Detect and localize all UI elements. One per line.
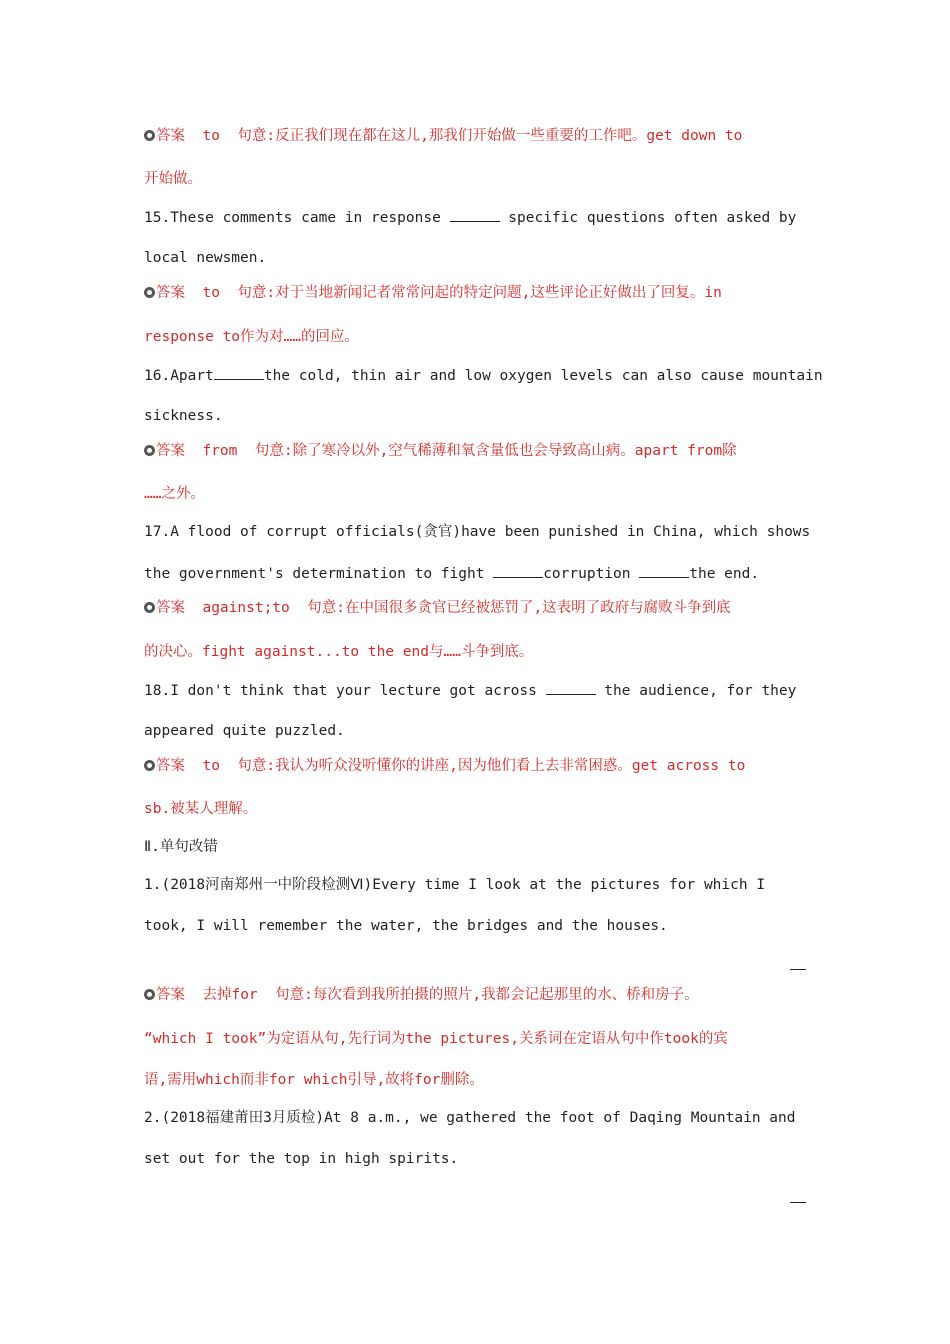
c1-answer-dash [790,969,806,970]
q16-text-a: 16.Apart [144,368,214,384]
answer-bullet-icon [144,287,155,298]
answer-bullet-icon [144,760,155,771]
q17-blank-2 [639,563,689,578]
q17-question-cont [144,563,759,584]
c1-question-cont: took, I will remember the water, the bridges and the houses. [144,918,668,934]
q15-answer [144,283,722,303]
c1-answer-text: 去掉for 句意:每次看到我所拍摄的照片,我都会记起那里的水、桥和房子。 [185,987,699,1003]
q17-blank-1 [493,563,543,578]
q16-text-b: the cold, thin air and low oxygen levels can also cause mountain [263,368,823,384]
q17-answer [144,598,731,618]
q17-text-a: the government's determination to fight [144,566,494,582]
q17-answer-cont: 的决心。fight against...to the end与……斗争到底。 [144,644,534,660]
answer-bullet-icon [144,602,155,613]
answer-bullet-icon [144,989,155,1000]
q14-answer [144,126,742,146]
q16-question [144,365,823,386]
answer-label: 答案 [156,443,185,459]
q18-answer [144,756,745,776]
q14-answer-text: to 句意:反正我们现在都在这儿,那我们开始做一些重要的工作吧。get down to [185,128,743,144]
c2-question: 2.(2018福建莆田3月质检)At 8 a.m., we gathered the foot of Daqing Mountain and [144,1110,796,1126]
c1-question: 1.(2018河南郑州一中阶段检测Ⅵ)Every time I look at the pictures for which I [144,877,766,893]
q18-answer-cont: sb.被某人理解。 [144,801,258,817]
section-title: Ⅱ.单句改错 [144,839,218,855]
q15-text-b: specific questions often asked by [499,210,797,226]
answer-bullet-icon [144,130,155,141]
c1-answer-cont-1: “which I took”为定语从句,先行词为the pictures,关系词在定语从句中作took的宾 [144,1031,728,1047]
q17-text-c: the end. [689,566,760,582]
q17-answer-text: against;to 句意:在中国很多贪官已经被惩罚了,这表明了政府与腐败斗争到底 [185,600,731,616]
q14-answer-cont: 开始做。 [144,171,202,187]
c1-answer-cont-2: 语,需用which而非for which引导,故将for删除。 [144,1072,484,1088]
q15-question-cont: local newsmen. [144,250,267,266]
c2-answer-dash [790,1202,806,1203]
q18-text-b: the audience, for they [595,683,797,699]
q18-question [144,680,796,701]
q16-answer-text: from 句意:除了寒冷以外,空气稀薄和氧含量低也会导致高山病。apart from除 [185,443,737,459]
answer-label: 答案 [156,600,185,616]
q18-text-a: 18.I don't think that your lecture got across [144,683,546,699]
answer-label: 答案 [156,128,185,144]
q16-answer-cont: ……之外。 [144,486,205,502]
answer-label: 答案 [156,758,185,774]
c2-question-cont: set out for the top in high spirits. [144,1151,459,1167]
q15-question [144,207,796,228]
q18-question-cont: appeared quite puzzled. [144,723,345,739]
q16-answer [144,441,737,461]
q17-question: 17.A flood of corrupt officials(贪官)have been punished in China, which shows [144,524,811,540]
q17-text-b: corruption [543,566,640,582]
answer-label: 答案 [156,987,185,1003]
q15-answer-text: to 句意:对于当地新闻记者常常问起的特定问题,这些评论正好做出了回复。in [185,285,722,301]
q18-blank [546,680,596,695]
answer-label: 答案 [156,285,185,301]
q16-question-cont: sickness. [144,408,223,424]
q15-blank [450,207,500,222]
q16-blank [214,365,264,380]
answer-bullet-icon [144,445,155,456]
q15-text-a: 15.These comments came in response [144,210,450,226]
c1-answer [144,985,699,1005]
q18-answer-text: to 句意:我认为听众没听懂你的讲座,因为他们看上去非常困惑。get across to [185,758,746,774]
q15-answer-cont: response to作为对……的回应。 [144,329,359,345]
